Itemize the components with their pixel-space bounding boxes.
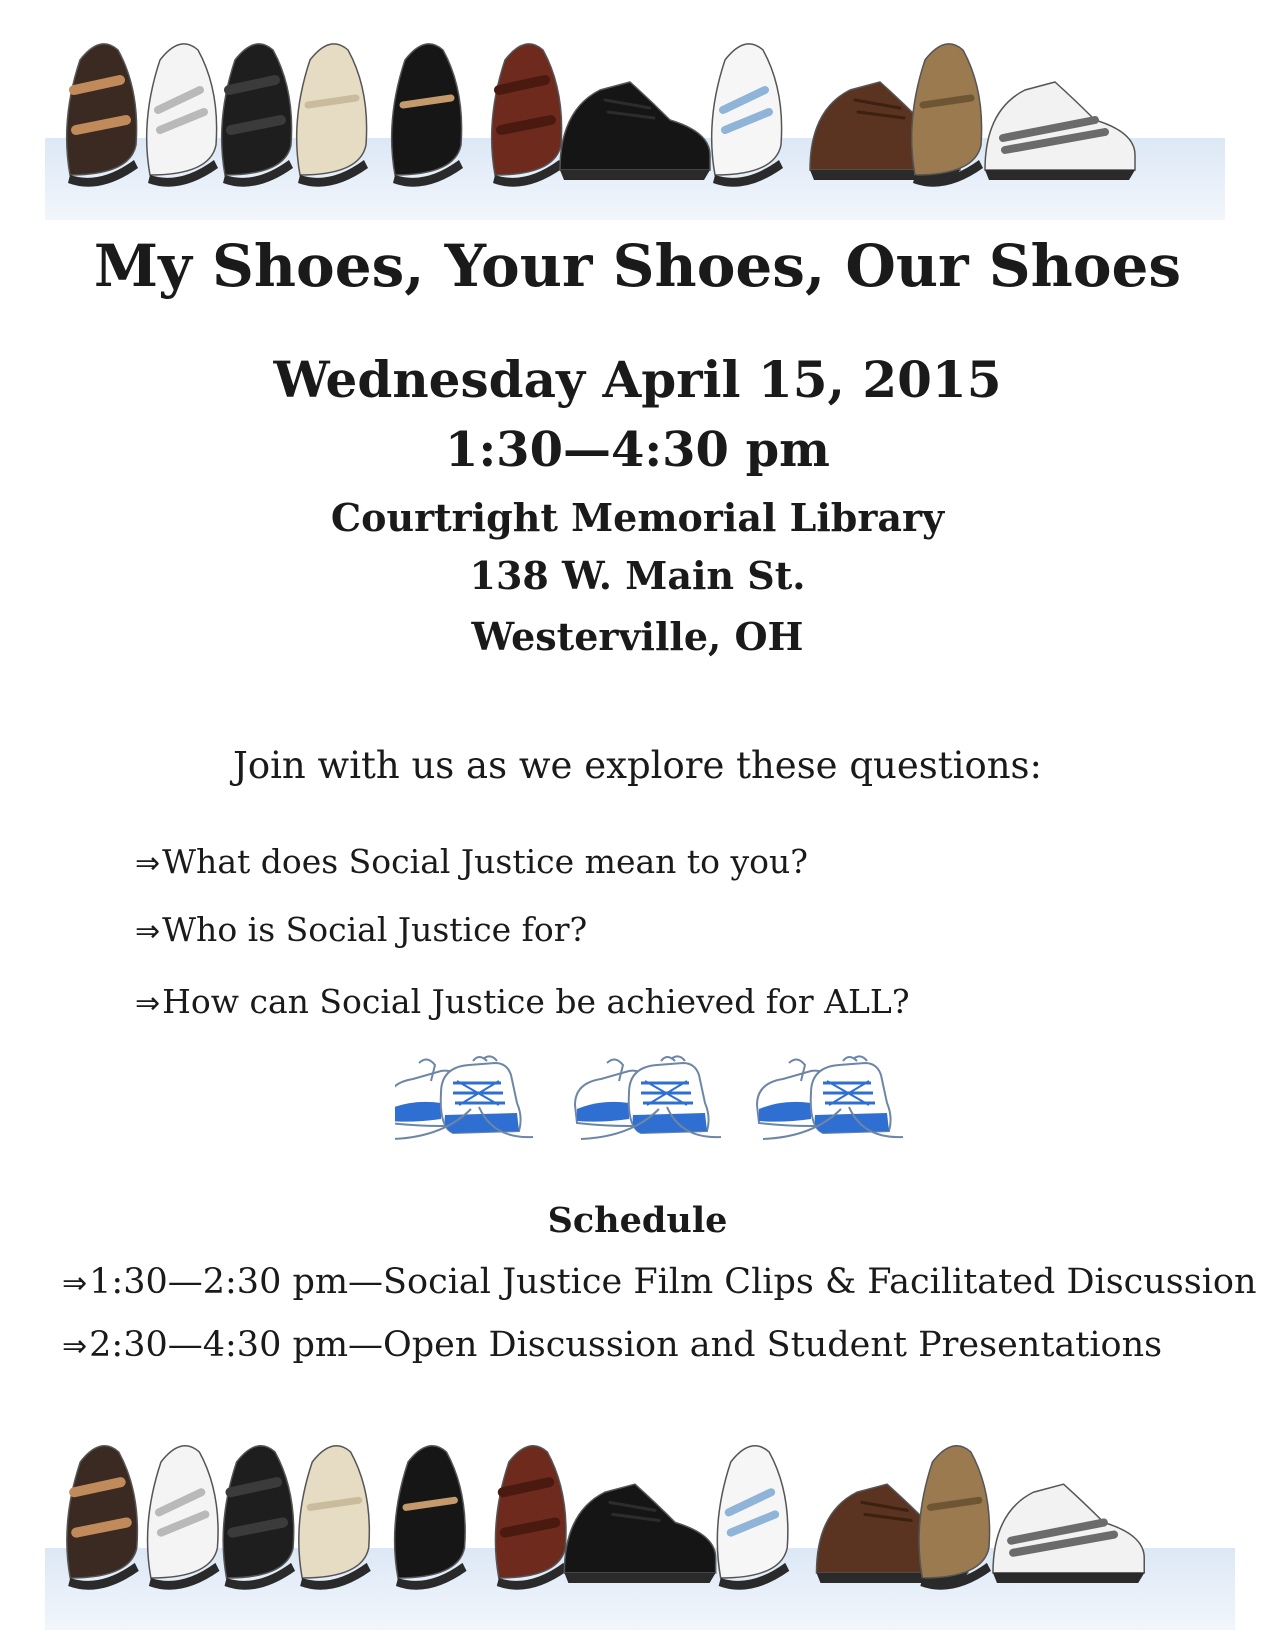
shoe-icon xyxy=(222,44,293,187)
shoe-icon xyxy=(67,1446,139,1590)
shoe-icon xyxy=(392,44,463,187)
shoe-icon xyxy=(147,44,218,187)
question-item xyxy=(135,842,808,881)
shoe-icon xyxy=(148,1446,220,1590)
schedule-text: 2:30—4:30 pm—Open Discussion and Student Presentations xyxy=(89,1325,1163,1365)
sneaker-icons-row xyxy=(395,1045,955,1165)
schedule-item xyxy=(62,1325,1162,1365)
double-arrow-icon: ⇒ xyxy=(62,1329,88,1364)
event-title: My Shoes, Your Shoes, Our Shoes xyxy=(93,232,1182,300)
event-date: Wednesday April 15, 2015 xyxy=(273,350,1002,409)
shoe-icon xyxy=(492,44,563,187)
shoe-icon xyxy=(560,82,710,180)
double-arrow-icon: ⇒ xyxy=(135,986,161,1021)
sneaker-pair-icon xyxy=(395,1056,533,1139)
shoe-icon xyxy=(297,44,368,187)
shoe-icon xyxy=(67,44,138,187)
shoe-icon xyxy=(985,82,1135,180)
shoe-row-illustration xyxy=(45,1415,1235,1630)
question-item xyxy=(135,982,910,1021)
shoe-icon xyxy=(712,44,783,187)
question-text: Who is Social Justice for? xyxy=(162,910,588,949)
event-street: 138 W. Main St. xyxy=(469,553,806,598)
shoe-icon xyxy=(564,1484,715,1583)
shoe-icon xyxy=(299,1446,371,1590)
event-city: Westerville, OH xyxy=(471,614,804,659)
shoe-icon xyxy=(919,1446,991,1590)
schedule-item xyxy=(62,1262,1257,1302)
double-arrow-icon: ⇒ xyxy=(62,1266,88,1301)
shoe-icon xyxy=(912,44,983,187)
bottom-shoe-band xyxy=(45,1415,1235,1630)
schedule-heading: Schedule xyxy=(547,1200,728,1241)
intro-text: Join with us as we explore these questions: xyxy=(232,744,1042,787)
question-item xyxy=(135,910,587,949)
sneaker-pair-icon xyxy=(757,1056,903,1139)
top-shoe-band xyxy=(45,20,1225,220)
double-arrow-icon: ⇒ xyxy=(135,914,161,949)
question-text: How can Social Justice be achieved for ALL? xyxy=(162,982,910,1021)
shoe-icon xyxy=(495,1446,567,1590)
shoe-icon xyxy=(223,1446,295,1590)
double-arrow-icon: ⇒ xyxy=(135,846,161,881)
event-venue: Courtright Memorial Library xyxy=(330,495,945,540)
shoe-icon xyxy=(993,1484,1144,1583)
event-time: 1:30—4:30 pm xyxy=(445,422,830,478)
shoe-row-illustration xyxy=(45,20,1225,220)
shoe-icon xyxy=(395,1446,467,1590)
shoe-icon xyxy=(717,1446,789,1590)
schedule-text: 1:30—2:30 pm—Social Justice Film Clips & Facilitated Discussion xyxy=(89,1262,1257,1302)
question-text: What does Social Justice mean to you? xyxy=(162,842,808,881)
sneaker-pair-icon xyxy=(575,1056,721,1139)
